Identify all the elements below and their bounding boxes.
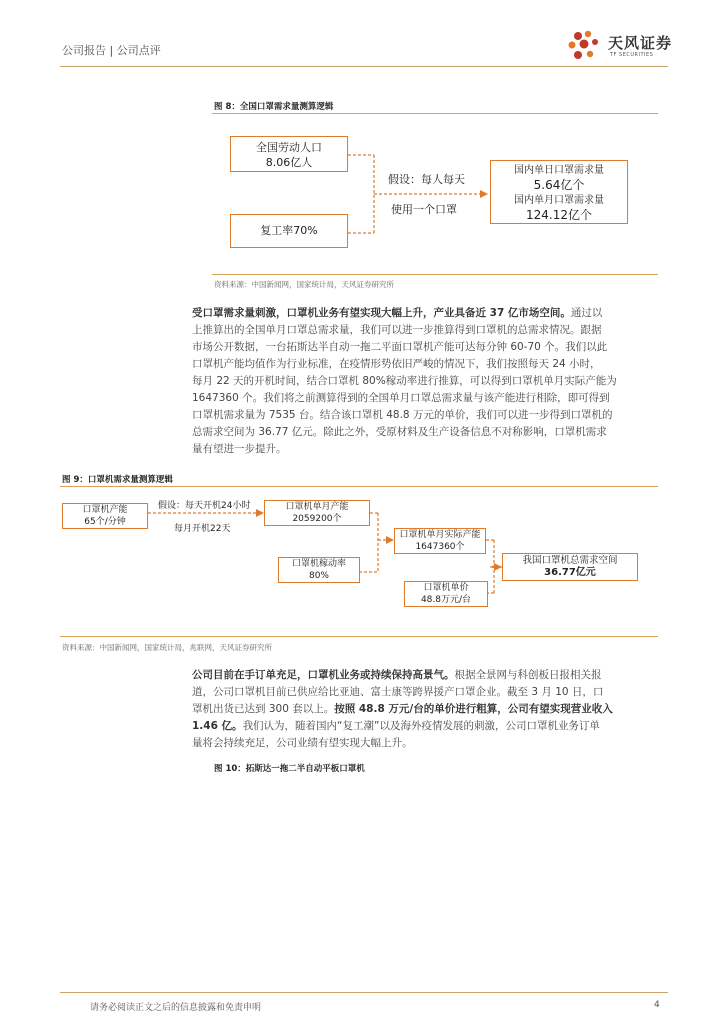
paragraph-demand-analysis: 受口罩需求量刺激，口罩机业务有望实现大幅上升，产业具备近 37 亿市场空间。通过以 上推算出的全国单月口罩总需求量，我们可以进一步推算得到口罩机的总需求情况。跟据 市场公开数据，一台拓斯达半自动一拖二平面口罩机产能可达每分钟 60-70 个。我们以此 口罩机产能均值作为行业标准，在疫情形势依旧严峻的情况下，我们按照每天 24 小时， 每月 22 天的开机时间，结合口罩机 80%稼动率进行推算，可以得到口罩机单月实际产能为 1647360 个。我们将之前测算得到的全国单月口罩总需求量与该产能进行相除，即可得到 口罩机需求量为 7535 台。结合该口罩机 48.8 万元的单价，我们可以进一步得到口罩机的 总需求空间为 36.77 亿元。除此之外，受原材料及生产设备信息不对称影响，口罩机需求 量有望进一步提升。 [192,307,617,455]
mask-demand-result-box [490,160,628,224]
tf-logo-icon [564,28,604,64]
figure9-month-days: 每月开机22天 [174,524,231,534]
figure8-top-rule [212,113,658,114]
monthly-demand-value: 124.12亿个 [526,208,592,222]
header-divider [60,66,668,67]
figure8-assumption: 假设：每人每天 [388,173,465,186]
paragraph2-lead: 公司目前在手订单充足，口罩机业务或持续保持高景气。 [192,669,455,681]
figure9-top-rule [60,486,658,487]
footer-disclaimer: 请务必阅读正文之后的信息披露和免责申明 [90,1003,262,1013]
figure9-source: 资料来源：中国新闻网，国家统计局，兆联网，天风证券研究所 [62,643,272,652]
daily-demand-value: 5.64亿个 [533,178,585,192]
brand-name: 天风证券 [608,34,673,52]
actual-capacity-box: 口罩机单月实际产能 1647360个 [394,528,486,554]
brand-logo [564,28,674,64]
footer-divider [60,992,668,993]
utilization-rate-box: 口罩机稼动率 80% [278,557,360,583]
total-demand-box: 我国口罩机总需求空间 36.77亿元 [502,553,638,581]
figure8-title: 图 8：全国口罩需求量测算逻辑 [214,102,334,112]
monthly-capacity-box: 口罩机单月产能 2059200个 [264,500,370,526]
figure8-bottom-rule [212,274,658,275]
daily-demand-label: 国内单日口罩需求量 [514,165,604,176]
page-number: 4 [654,1000,660,1010]
figure8-source: 资料来源：中国新闻网，国家统计局，天风证券研究所 [214,280,394,289]
labor-population-label: 全国劳动人口 [256,141,322,154]
paragraph-order-outlook: 公司目前在手订单充足，口罩机业务或持续保持高景气。根据全景网与科创板日报相关报 道，公司口罩机目前已供应给比亚迪、富士康等跨界援产口罩企业。截至 3 月 10 日，口 罩机出货已达到 300 套以上。按照 48.8 万元/台的单价进行粗算，公司有望实现营业收入 1.46 亿。我们认为，随着国内“复工潮”以及海外疫情发展的刺激，公司口罩机业务订单 量将会持续充足，公司业绩有望实现大幅上升。 [192,669,613,749]
brand-name-en: TF SECURITIES [610,52,654,58]
figure10-title: 图 10：拓斯达一拖二半自动平板口罩机 [214,764,365,774]
paragraph1-lead: 受口罩需求量刺激，口罩机业务有望实现大幅上升，产业具备近 37 亿市场空间。 [192,307,571,319]
figure9-bottom-rule [60,636,658,637]
labor-population-value: 8.06亿人 [265,156,313,169]
figure9-title: 图 9：口罩机需求量测算逻辑 [62,475,173,485]
mask-machine-capacity-box: 口罩机产能 65个/分钟 [62,503,148,529]
figure9-assumption: 假设：每天开机24小时 [158,501,251,511]
return-rate-box: 复工率70% [230,214,348,248]
report-category: 公司报告 | 公司点评 [62,44,161,57]
monthly-demand-label: 国内单月口罩需求量 [514,195,604,206]
labor-population-box [230,136,348,172]
figure8-assumption-2: 使用一个口罩 [391,203,457,216]
unit-price-box: 口罩机单价 48.8万元/台 [404,581,488,607]
